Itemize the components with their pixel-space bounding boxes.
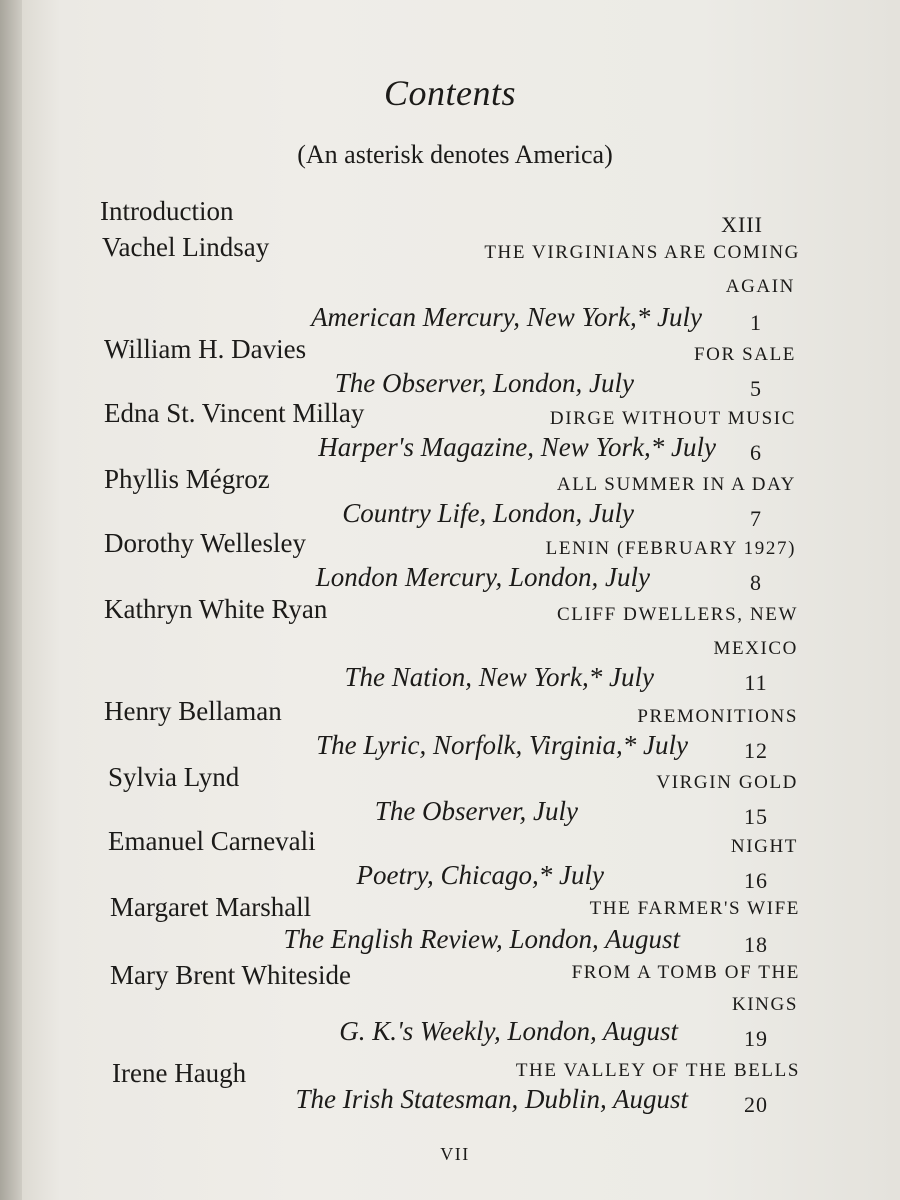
entry-page-number: 5	[750, 376, 762, 401]
entry-poem-title: FOR SALE	[693, 344, 796, 365]
entry-page-number: 11	[744, 670, 768, 695]
entry-poem-title: CLIFF DWELLERS, NEW	[557, 604, 798, 625]
entry-page-number: 6	[750, 440, 762, 465]
entry-author: Phyllis Mégroz	[104, 464, 270, 494]
intro-label: Introduction	[100, 196, 234, 226]
entry-poem-title: THE VIRGINIANS ARE COMING	[484, 242, 800, 263]
entry-publication: The Observer, London, July	[334, 368, 634, 398]
entry-page-number: 15	[744, 804, 768, 829]
entry-author: Henry Bellaman	[104, 696, 282, 726]
entry-page-number: 18	[744, 932, 768, 957]
entry-page-number: 8	[750, 570, 762, 595]
entry-poem-title: ALL SUMMER IN A DAY	[556, 474, 796, 495]
entry-publication: The Irish Statesman, Dublin, August	[295, 1084, 688, 1114]
entry-publication: Harper's Magazine, New York,* July	[318, 432, 716, 462]
entry-poem-title: VIRGIN GOLD	[656, 772, 798, 793]
entry-poem-title: THE VALLEY OF THE BELLS	[515, 1060, 800, 1081]
entry-publication: The English Review, London, August	[283, 924, 680, 954]
entry-page-number: 7	[750, 506, 762, 531]
page-number-footer: VII	[440, 1144, 470, 1164]
entry-poem-title: DIRGE WITHOUT MUSIC	[549, 408, 796, 429]
entry-publication: The Nation, New York,* July	[344, 662, 654, 692]
entry-page-number: 20	[744, 1092, 768, 1117]
entry-author: Emanuel Carnevali	[108, 826, 316, 856]
entry-poem-title: FROM A TOMB OF THE	[571, 962, 800, 983]
entry-poem-title-cont: KINGS	[731, 994, 798, 1015]
entry-author: Sylvia Lynd	[108, 762, 240, 792]
entry-author: Kathryn White Ryan	[104, 594, 328, 624]
entry-publication: American Mercury, New York,* July	[311, 302, 702, 332]
entry-author: William H. Davies	[104, 334, 307, 364]
entry-page-number: 16	[744, 868, 768, 893]
entry-page-number: 12	[744, 738, 768, 763]
entry-poem-title: THE FARMER'S WIFE	[589, 898, 800, 919]
entry-page-number: 19	[744, 1026, 768, 1051]
entry-publication: G. K.'s Weekly, London, August	[339, 1016, 678, 1046]
entry-author: Mary Brent Whiteside	[110, 960, 351, 990]
entry-author: Vachel Lindsay	[102, 232, 270, 262]
entry-author: Edna St. Vincent Millay	[104, 398, 365, 428]
contents-subtitle: (An asterisk denotes America)	[297, 140, 613, 169]
entry-publication: Country Life, London, July	[342, 498, 634, 528]
entry-publication: The Observer, July	[374, 796, 578, 826]
entry-page-number: 1	[750, 310, 762, 335]
entry-poem-title: LENIN (FEBRUARY 1927)	[545, 538, 796, 559]
entry-publication: London Mercury, London, July	[315, 562, 650, 592]
entry-poem-title-cont: AGAIN	[725, 276, 795, 297]
entry-publication: The Lyric, Norfolk, Virginia,* July	[316, 730, 688, 760]
contents-title: Contents	[383, 73, 516, 113]
entry-poem-title: PREMONITIONS	[637, 706, 798, 727]
intro-page: XIII	[721, 212, 763, 237]
entry-author: Irene Haugh	[112, 1058, 247, 1088]
entry-poem-title: NIGHT	[730, 836, 798, 857]
book-gutter	[0, 0, 22, 1200]
entry-author: Margaret Marshall	[110, 892, 312, 922]
entry-poem-title-cont: MEXICO	[713, 638, 798, 659]
entry-author: Dorothy Wellesley	[104, 528, 307, 558]
entry-publication: Poetry, Chicago,* July	[356, 860, 604, 890]
